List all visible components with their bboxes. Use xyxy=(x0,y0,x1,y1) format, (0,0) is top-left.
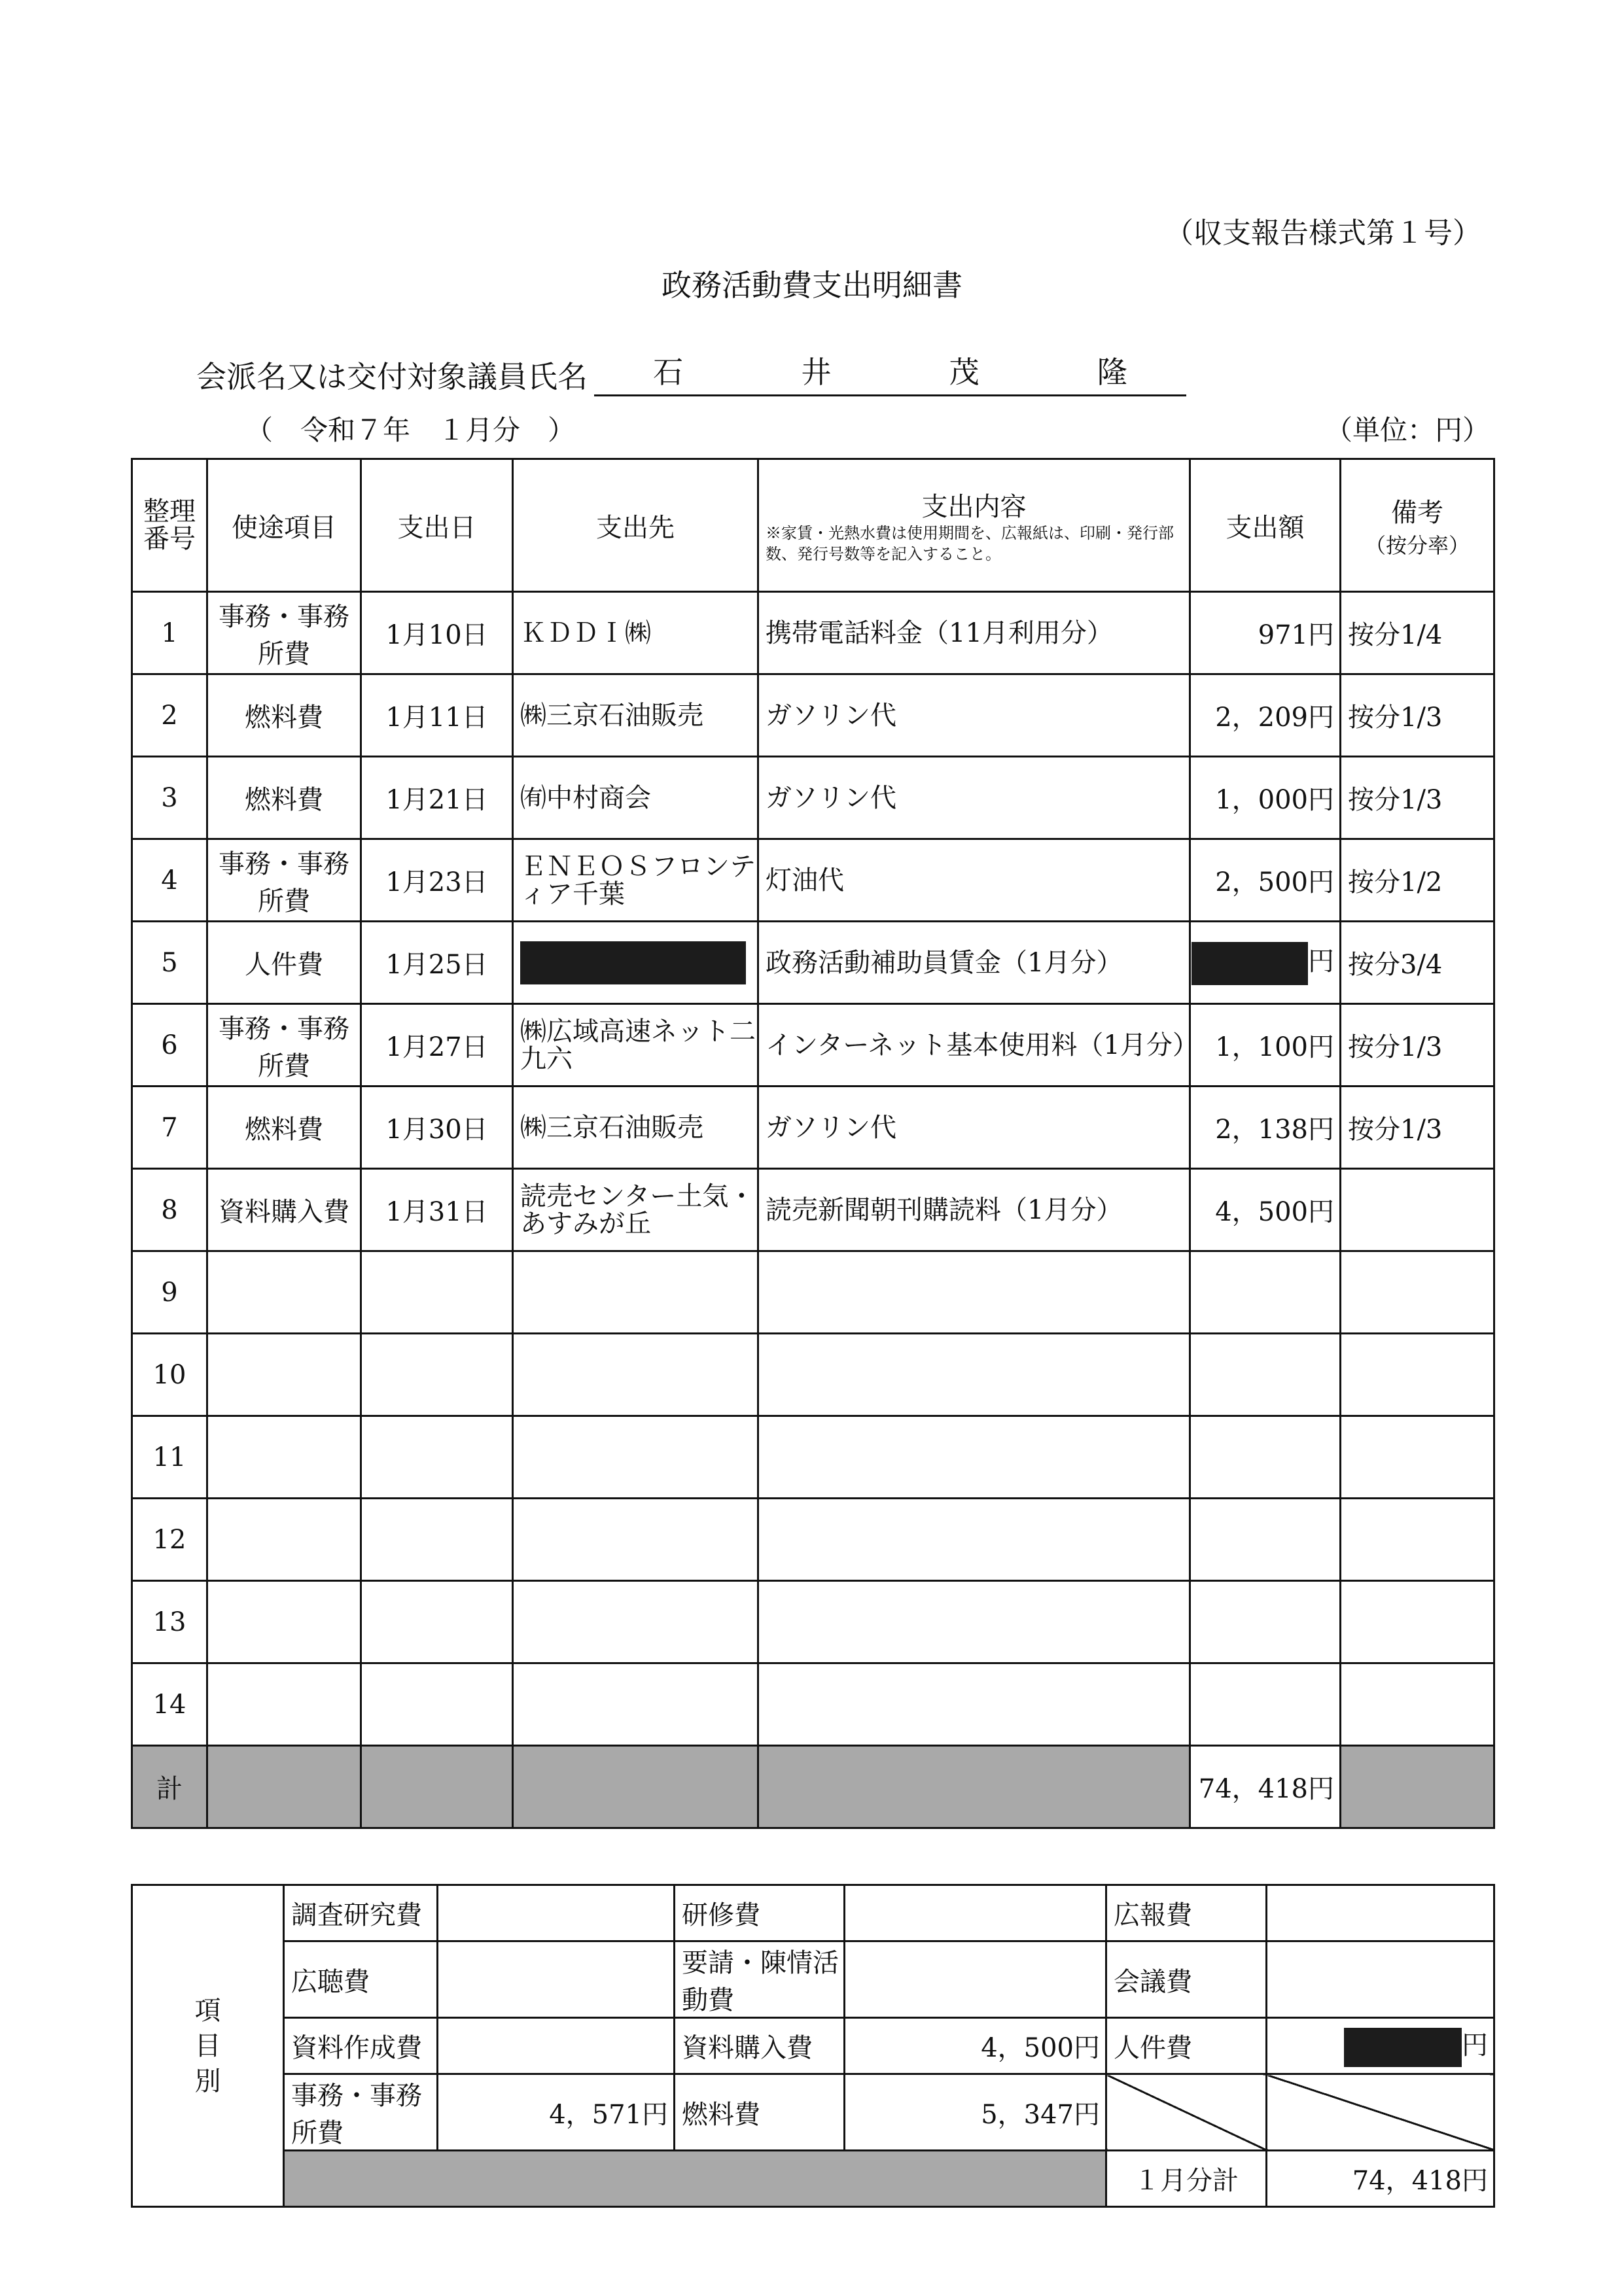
header-content xyxy=(758,459,1190,592)
personnel-value xyxy=(1267,2018,1494,2074)
row-date xyxy=(361,1499,513,1581)
total-empty xyxy=(1341,1746,1494,1828)
row-category: 燃料費 xyxy=(207,1087,361,1169)
row-number: 3 xyxy=(132,757,207,839)
row-payee xyxy=(513,1334,758,1416)
redaction-block xyxy=(520,941,746,984)
header-remarks xyxy=(1341,459,1494,592)
hearing-value xyxy=(438,1941,675,2018)
member-name-row xyxy=(196,353,1186,396)
row-amount: 971円 xyxy=(1190,592,1341,674)
row-remark xyxy=(1341,1581,1494,1663)
row-content: ガソリン代 xyxy=(758,1087,1190,1169)
row-amount: 2，500円 xyxy=(1190,839,1341,922)
row-amount: 2，138円 xyxy=(1190,1087,1341,1169)
table-row xyxy=(132,1004,1494,1087)
row-number: 8 xyxy=(132,1169,207,1251)
total-amount: 74，418円 xyxy=(1190,1746,1341,1828)
row-remark: 按分1/3 xyxy=(1341,1004,1494,1087)
table-row xyxy=(132,839,1494,922)
row-number: 6 xyxy=(132,1004,207,1087)
table-header-row xyxy=(132,459,1494,592)
month-total-label: １月分計 xyxy=(1106,2151,1267,2207)
row-category xyxy=(207,1251,361,1334)
row-category: 事務・事務所費 xyxy=(207,592,361,674)
row-remark xyxy=(1341,1251,1494,1334)
total-empty xyxy=(513,1746,758,1828)
row-payee xyxy=(513,1581,758,1663)
row-category: 燃料費 xyxy=(207,757,361,839)
row-category xyxy=(207,1663,361,1746)
row-number: 13 xyxy=(132,1581,207,1663)
redaction-block xyxy=(1192,942,1308,985)
row-content: ガソリン代 xyxy=(758,757,1190,839)
row-date: 1月10日 xyxy=(361,592,513,674)
row-category xyxy=(207,1581,361,1663)
row-content: ガソリン代 xyxy=(758,674,1190,757)
side-char: 目 xyxy=(194,2030,221,2061)
personnel-value-unit: 円 xyxy=(1462,2030,1488,2061)
row-content xyxy=(758,1334,1190,1416)
docpurchase-label: 資料購入費 xyxy=(675,2018,845,2074)
row-remark: 按分1/3 xyxy=(1341,1087,1494,1169)
meeting-value xyxy=(1267,1941,1494,2018)
row-remark xyxy=(1341,1169,1494,1251)
table-row xyxy=(132,1334,1494,1416)
table-row xyxy=(132,1169,1494,1251)
header-content-note: ※家賃・光熱水費は使用期間を、広報紙は、印刷・発行部数、発行号数等を記入すること。 xyxy=(766,524,1174,563)
row-number: 1 xyxy=(132,592,207,674)
total-row xyxy=(132,1746,1494,1828)
row-date: 1月11日 xyxy=(361,674,513,757)
expense-rows xyxy=(132,592,1494,1746)
meeting-label: 会議費 xyxy=(1106,1941,1267,2018)
row-payee: ㈱三京石油販売 xyxy=(513,674,758,757)
pr-value xyxy=(1267,1885,1494,1941)
row-amount xyxy=(1190,922,1341,1004)
row-payee xyxy=(513,1416,758,1499)
training-label: 研修費 xyxy=(675,1885,845,1941)
header-payee: 支出先 xyxy=(513,459,758,592)
document-title: 政務活動費支出明細書 xyxy=(662,268,962,303)
row-amount xyxy=(1190,1581,1341,1663)
row-amount: 1，000円 xyxy=(1190,757,1341,839)
row-remark: 按分3/4 xyxy=(1341,922,1494,1004)
row-remark xyxy=(1341,1416,1494,1499)
table-row xyxy=(132,1087,1494,1169)
pr-label: 広報費 xyxy=(1106,1885,1267,1941)
row-content xyxy=(758,1251,1190,1334)
table-row xyxy=(132,592,1494,674)
summary-table xyxy=(131,1884,1495,2208)
header-date: 支出日 xyxy=(361,459,513,592)
total-empty xyxy=(361,1746,513,1828)
table-row xyxy=(132,922,1494,1004)
side-char: 別 xyxy=(194,2066,221,2096)
header-number: 整理番号 xyxy=(132,459,207,592)
row-content: 灯油代 xyxy=(758,839,1190,922)
table-row xyxy=(132,1251,1494,1334)
row-content xyxy=(758,1663,1190,1746)
header-category: 使途項目 xyxy=(207,459,361,592)
redaction-block xyxy=(1344,2028,1462,2067)
training-value xyxy=(845,1885,1106,1941)
member-name xyxy=(594,354,1186,396)
row-number: 9 xyxy=(132,1251,207,1334)
row-date: 1月30日 xyxy=(361,1087,513,1169)
fuel-label: 燃料費 xyxy=(675,2074,845,2151)
fuel-value: 5，347円 xyxy=(845,2074,1106,2151)
header-remarks-title: 備考 xyxy=(1391,497,1443,528)
crossed-out-cell xyxy=(1267,2074,1494,2151)
row-date: 1月23日 xyxy=(361,839,513,922)
row-number: 12 xyxy=(132,1499,207,1581)
row-date xyxy=(361,1416,513,1499)
row-remark: 按分1/3 xyxy=(1341,674,1494,757)
personnel-label: 人件費 xyxy=(1106,2018,1267,2074)
row-remark xyxy=(1341,1334,1494,1416)
petition-label: 要請・陳情活動費 xyxy=(675,1941,845,2018)
docmaking-label: 資料作成費 xyxy=(284,2018,438,2074)
row-content: 政務活動補助員賃金（1月分） xyxy=(758,922,1190,1004)
row-amount: 2，209円 xyxy=(1190,674,1341,757)
header-content-title: 支出内容 xyxy=(921,492,1027,523)
table-row xyxy=(132,1663,1494,1746)
row-content xyxy=(758,1499,1190,1581)
row-category xyxy=(207,1334,361,1416)
row-payee: ㈲中村商会 xyxy=(513,757,758,839)
total-empty xyxy=(207,1746,361,1828)
row-category xyxy=(207,1416,361,1499)
row-date xyxy=(361,1334,513,1416)
row-payee: 読売センター土気・あすみが丘 xyxy=(513,1169,758,1251)
expense-table xyxy=(131,458,1495,1829)
row-content: 読売新聞朝刊購読料（1月分） xyxy=(758,1169,1190,1251)
row-remark xyxy=(1341,1499,1494,1581)
office-label: 事務・事務所費 xyxy=(284,2074,438,2151)
row-number: 11 xyxy=(132,1416,207,1499)
table-row xyxy=(132,674,1494,757)
row-payee xyxy=(513,1499,758,1581)
total-empty xyxy=(758,1746,1190,1828)
row-category: 事務・事務所費 xyxy=(207,1004,361,1087)
row-payee: ＥＮＥＯＳフロンティア千葉 xyxy=(513,839,758,922)
row-amount xyxy=(1190,1334,1341,1416)
row-amount-unit: 円 xyxy=(1308,946,1334,977)
row-category: 資料購入費 xyxy=(207,1169,361,1251)
row-date xyxy=(361,1251,513,1334)
row-remark xyxy=(1341,1663,1494,1746)
docpurchase-value: 4，500円 xyxy=(845,2018,1106,2074)
row-date: 1月25日 xyxy=(361,922,513,1004)
row-number: 2 xyxy=(132,674,207,757)
row-amount: 1，100円 xyxy=(1190,1004,1341,1087)
report-period: （ 令和７年 １月分 ） xyxy=(245,414,576,446)
row-number: 5 xyxy=(132,922,207,1004)
row-remark: 按分1/2 xyxy=(1341,839,1494,922)
docmaking-value xyxy=(438,2018,675,2074)
header-remarks-sub: （按分率） xyxy=(1364,532,1470,558)
row-payee xyxy=(513,1663,758,1746)
table-row xyxy=(132,1499,1494,1581)
summary-shaded-area xyxy=(284,2151,1106,2207)
row-payee xyxy=(513,1251,758,1334)
row-payee: ㈱三京石油販売 xyxy=(513,1087,758,1169)
row-payee: ＫＤＤＩ㈱ xyxy=(513,592,758,674)
total-label: 計 xyxy=(132,1746,207,1828)
month-total-value: 74，418円 xyxy=(1267,2151,1494,2207)
research-label: 調査研究費 xyxy=(284,1885,438,1941)
row-amount xyxy=(1190,1499,1341,1581)
row-date: 1月27日 xyxy=(361,1004,513,1087)
name-char: 井 xyxy=(801,355,832,390)
row-date xyxy=(361,1581,513,1663)
office-value: 4，571円 xyxy=(438,2074,675,2151)
row-number: 7 xyxy=(132,1087,207,1169)
row-date xyxy=(361,1663,513,1746)
row-number: 10 xyxy=(132,1334,207,1416)
header-amount: 支出額 xyxy=(1190,459,1341,592)
row-amount xyxy=(1190,1251,1341,1334)
row-date: 1月21日 xyxy=(361,757,513,839)
row-content: 携帯電話料金（11月利用分） xyxy=(758,592,1190,674)
row-payee: ㈱広域高速ネット二九六 xyxy=(513,1004,758,1087)
row-amount xyxy=(1190,1416,1341,1499)
research-value xyxy=(438,1885,675,1941)
crossed-out-cell xyxy=(1106,2074,1267,2151)
table-row xyxy=(132,1581,1494,1663)
row-category: 人件費 xyxy=(207,922,361,1004)
name-char: 隆 xyxy=(1097,355,1127,390)
row-remark: 按分1/3 xyxy=(1341,757,1494,839)
row-payee xyxy=(513,922,758,1004)
summary-side-label xyxy=(132,1885,284,2207)
form-number: （収支報告様式第１号） xyxy=(1165,217,1481,250)
row-category: 事務・事務所費 xyxy=(207,839,361,922)
row-remark: 按分1/4 xyxy=(1341,592,1494,674)
row-category: 燃料費 xyxy=(207,674,361,757)
hearing-label: 広聴費 xyxy=(284,1941,438,2018)
row-content xyxy=(758,1581,1190,1663)
table-row xyxy=(132,1416,1494,1499)
row-content: インターネット基本使用料（1月分） xyxy=(758,1004,1190,1087)
row-date: 1月31日 xyxy=(361,1169,513,1251)
table-row xyxy=(132,757,1494,839)
name-char: 石 xyxy=(653,355,684,390)
row-number: 14 xyxy=(132,1663,207,1746)
row-amount xyxy=(1190,1663,1341,1746)
member-label: 会派名又は交付対象議員氏名 xyxy=(196,359,588,394)
name-char: 茂 xyxy=(949,355,980,390)
row-amount: 4，500円 xyxy=(1190,1169,1341,1251)
row-content xyxy=(758,1416,1190,1499)
row-number: 4 xyxy=(132,839,207,922)
petition-value xyxy=(845,1941,1106,2018)
currency-unit: （単位：円） xyxy=(1325,414,1491,446)
row-category xyxy=(207,1499,361,1581)
side-char: 項 xyxy=(194,1995,221,2026)
